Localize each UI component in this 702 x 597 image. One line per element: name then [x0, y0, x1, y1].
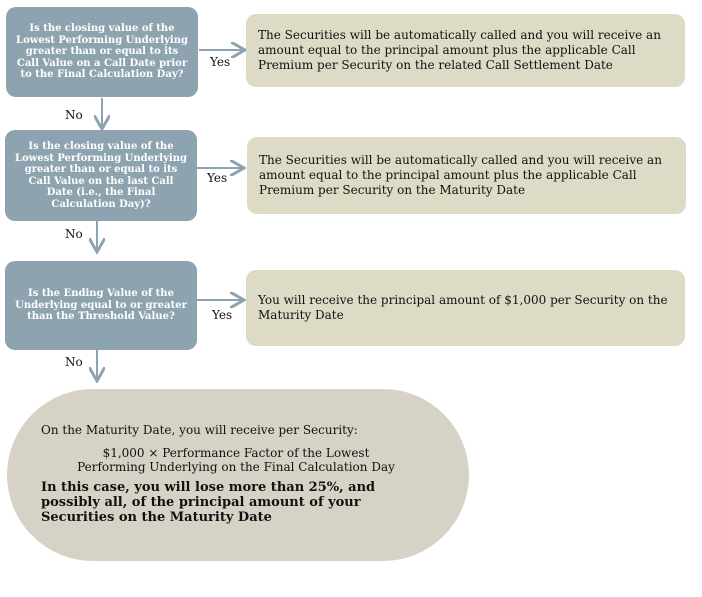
yes-label-2: Yes — [207, 171, 228, 185]
final-warning: In this case, you will lose more than 25%, and possibly all, of the principal amount of your Securities on the Maturity Date — [41, 480, 376, 525]
no-label-3: No — [65, 355, 83, 369]
final-outcome — [7, 389, 469, 561]
question-3: Is the Ending Value of the Underlying equal to or greater than the Threshold Value? — [5, 261, 197, 350]
yes-label-3: Yes — [212, 308, 233, 322]
question-2: Is the closing value of the Lowest Performing Underlying greater than or equal to its Call Value on the last Call Date (i.e., the Final Calculation Day)? — [5, 130, 197, 221]
final-intro: On the Maturity Date, you will receive per Security: — [41, 423, 358, 437]
yes-label-1: Yes — [210, 55, 231, 69]
outcome-1: The Securities will be automatically called and you will receive an amount equal to the principal amount plus the applicable Call Premium per Security on the related Call Settlement Date — [246, 14, 685, 87]
outcome-3: You will receive the principal amount of $1,000 per Security on the Maturity Date — [246, 270, 685, 346]
outcome-2: The Securities will be automatically called and you will receive an amount equal to the principal amount plus the applicable Call Premium per Security on the Maturity Date — [247, 137, 686, 214]
question-1: Is the closing value of the Lowest Performing Underlying greater than or equal to its Call Value on a Call Date prior to the Final Calculation Day? — [6, 7, 198, 97]
final-formula: $1,000 × Performance Factor of the Lowest Performing Underlying on the Final Calculation Day — [77, 446, 395, 474]
no-label-1: No — [65, 108, 83, 122]
no-label-2: No — [65, 227, 83, 241]
